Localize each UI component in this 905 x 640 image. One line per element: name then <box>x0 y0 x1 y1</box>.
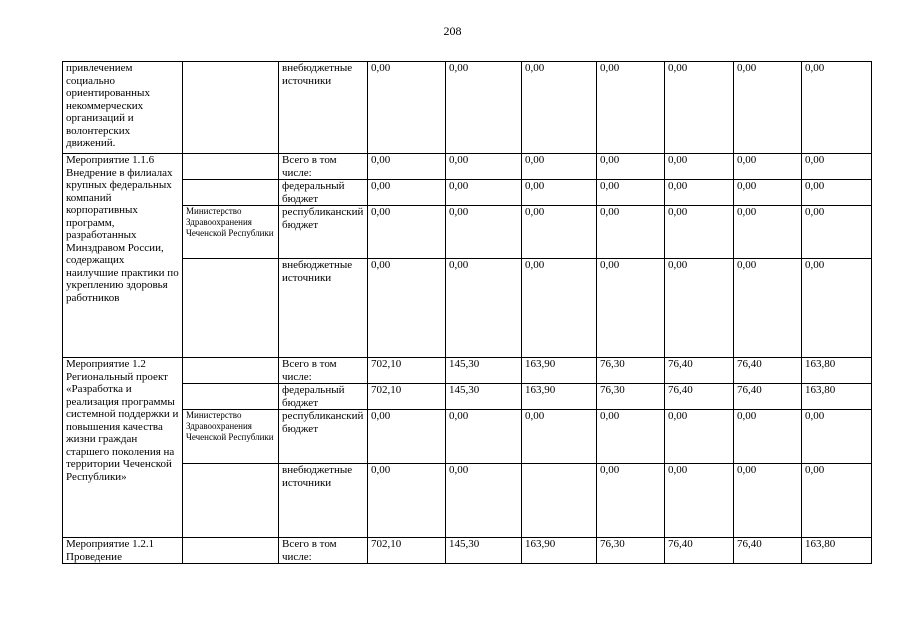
value-cell: 163,80 <box>802 384 872 410</box>
value-cell: 0,00 <box>597 410 665 464</box>
table-row <box>63 259 872 358</box>
table-row <box>63 464 872 538</box>
value-cell: 76,40 <box>665 538 734 564</box>
executor-cell <box>183 384 279 410</box>
table-row <box>63 154 872 180</box>
value-cell: 0,00 <box>665 464 734 538</box>
value-cell: 0,00 <box>802 259 872 358</box>
executor-cell <box>183 358 279 384</box>
value-cell: 163,90 <box>522 384 597 410</box>
value-cell: 0,00 <box>665 154 734 180</box>
value-cell: 76,40 <box>734 538 802 564</box>
value-cell: 145,30 <box>446 538 522 564</box>
value-cell: 0,00 <box>597 154 665 180</box>
event-cell: Мероприятие 1.2 Региональный проект «Разработка и реализация программы системной поддержки и повышения качества жизни граждан старшего поколения на территории Чеченской Республики» <box>63 358 183 538</box>
value-cell: 0,00 <box>522 410 597 464</box>
executor-cell <box>183 154 279 180</box>
value-cell: 0,00 <box>522 259 597 358</box>
source-cell: Всего в том числе: <box>279 538 368 564</box>
executor-cell <box>183 180 279 206</box>
value-cell: 145,30 <box>446 384 522 410</box>
value-cell: 0,00 <box>802 206 872 259</box>
table-row <box>63 538 872 564</box>
value-cell: 0,00 <box>734 259 802 358</box>
value-cell: 0,00 <box>446 464 522 538</box>
value-cell: 76,40 <box>665 384 734 410</box>
value-cell: 0,00 <box>446 259 522 358</box>
value-cell: 0,00 <box>734 464 802 538</box>
value-cell: 0,00 <box>665 180 734 206</box>
executor-cell: Министерство Здравоохранения Чеченской Республики <box>183 206 279 259</box>
source-cell: республиканский бюджет <box>279 410 368 464</box>
table-row <box>63 206 872 259</box>
source-cell: республиканский бюджет <box>279 206 368 259</box>
executor-cell <box>183 464 279 538</box>
value-cell: 0,00 <box>368 62 446 154</box>
value-cell: 0,00 <box>665 410 734 464</box>
source-cell: внебюджетные источники <box>279 464 368 538</box>
value-cell: 0,00 <box>802 62 872 154</box>
value-cell: 0,00 <box>597 180 665 206</box>
value-cell: 0,00 <box>522 154 597 180</box>
table-row <box>63 180 872 206</box>
value-cell: 145,30 <box>446 358 522 384</box>
value-cell: 0,00 <box>665 206 734 259</box>
value-cell: 0,00 <box>597 206 665 259</box>
table-row <box>63 358 872 384</box>
value-cell: 0,00 <box>597 62 665 154</box>
source-cell: внебюджетные источники <box>279 62 368 154</box>
value-cell: 0,00 <box>665 259 734 358</box>
value-cell: 0,00 <box>734 410 802 464</box>
value-cell: 76,30 <box>597 538 665 564</box>
event-cell: привлечением социально ориентированных некоммерческих организаций и волонтерских движений. <box>63 62 183 154</box>
value-cell: 0,00 <box>665 62 734 154</box>
source-cell: Всего в том числе: <box>279 358 368 384</box>
value-cell: 0,00 <box>368 154 446 180</box>
table-row <box>63 62 872 154</box>
value-cell: 0,00 <box>597 259 665 358</box>
source-cell: Всего в том числе: <box>279 154 368 180</box>
value-cell: 163,80 <box>802 358 872 384</box>
source-cell: внебюджетные источники <box>279 259 368 358</box>
value-cell: 0,00 <box>522 62 597 154</box>
value-cell: 0,00 <box>446 154 522 180</box>
page-number: 208 <box>443 24 462 38</box>
table-row <box>63 410 872 464</box>
event-cell: Мероприятие 1.1.6 Внедрение в филиалах крупных федеральных компаний корпоративных программ, разработанных Минздравом России, содержащих наилучшие практики по укреплению здоровья работников <box>63 154 183 358</box>
value-cell: 0,00 <box>446 62 522 154</box>
value-cell: 76,30 <box>597 384 665 410</box>
value-cell: 0,00 <box>368 206 446 259</box>
executor-cell: Министерство Здравоохранения Чеченской Республики <box>183 410 279 464</box>
value-cell: 0,00 <box>734 206 802 259</box>
value-cell: 76,30 <box>597 358 665 384</box>
value-cell: 76,40 <box>734 358 802 384</box>
value-cell: 702,10 <box>368 358 446 384</box>
table-row <box>63 384 872 410</box>
value-cell: 702,10 <box>368 384 446 410</box>
source-cell: федеральный бюджет <box>279 180 368 206</box>
value-cell: 163,80 <box>802 538 872 564</box>
executor-cell <box>183 538 279 564</box>
value-cell: 0,00 <box>446 206 522 259</box>
value-cell: 163,90 <box>522 538 597 564</box>
value-cell: 163,90 <box>522 358 597 384</box>
value-cell: 76,40 <box>734 384 802 410</box>
value-cell: 0,00 <box>522 206 597 259</box>
value-cell: 0,00 <box>446 410 522 464</box>
value-cell: 0,00 <box>802 180 872 206</box>
executor-cell <box>183 259 279 358</box>
value-cell: 0,00 <box>368 464 446 538</box>
source-cell: федеральный бюджет <box>279 384 368 410</box>
value-cell: 0,00 <box>802 410 872 464</box>
value-cell <box>522 464 597 538</box>
value-cell: 0,00 <box>446 180 522 206</box>
value-cell: 0,00 <box>802 154 872 180</box>
value-cell: 0,00 <box>734 62 802 154</box>
value-cell: 0,00 <box>597 464 665 538</box>
budget-table <box>62 61 872 564</box>
value-cell: 702,10 <box>368 538 446 564</box>
value-cell: 0,00 <box>802 464 872 538</box>
value-cell: 0,00 <box>368 410 446 464</box>
value-cell: 76,40 <box>665 358 734 384</box>
value-cell: 0,00 <box>734 154 802 180</box>
event-cell: Мероприятие 1.2.1 Проведение <box>63 538 183 564</box>
value-cell: 0,00 <box>734 180 802 206</box>
value-cell: 0,00 <box>522 180 597 206</box>
executor-cell <box>183 62 279 154</box>
value-cell: 0,00 <box>368 259 446 358</box>
value-cell: 0,00 <box>368 180 446 206</box>
